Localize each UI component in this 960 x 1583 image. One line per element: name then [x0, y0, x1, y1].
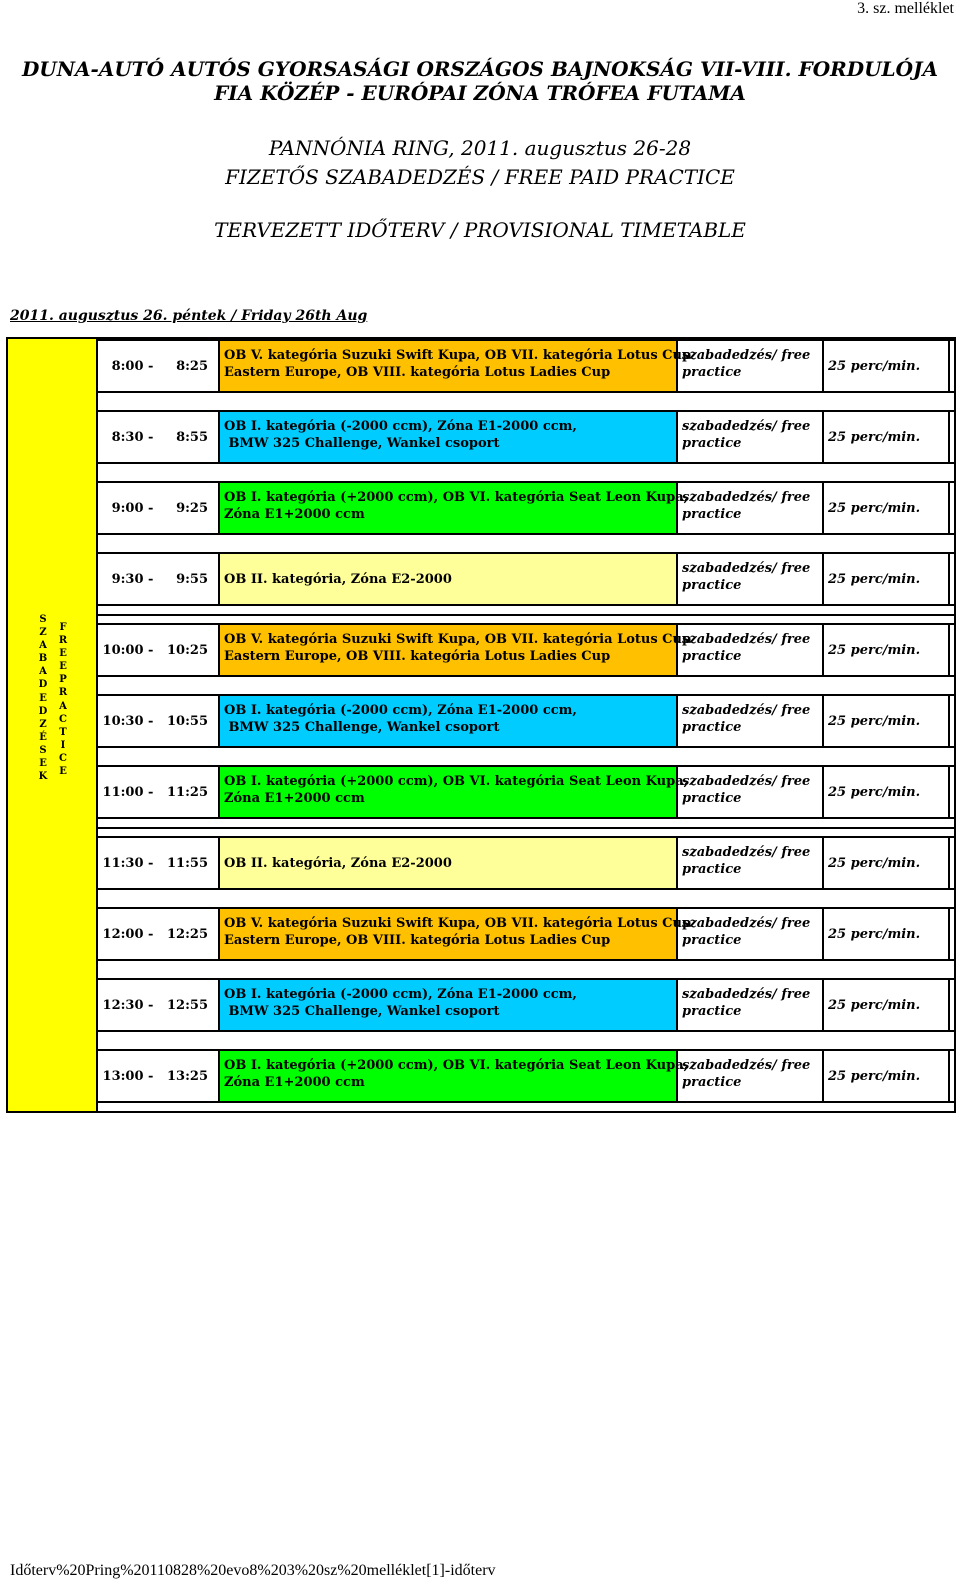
session-type-line-1: szabadedzés/ free [682, 490, 811, 505]
schedule-row [98, 481, 954, 535]
row-separator [98, 827, 954, 829]
category-line-2: Zóna E1+2000 ccm [224, 1075, 365, 1090]
session-type [678, 980, 824, 1030]
session-type [678, 909, 824, 959]
schedule-row [98, 694, 954, 748]
category-line-1: OB I. kategória (+2000 ccm), OB VI. kategória Seat Leon Kupa, [224, 774, 689, 789]
category-line-2: Eastern Europe, OB VIII. kategória Lotus Ladies Cup [224, 933, 611, 948]
title-line-practice: FIZETŐS SZABADEDZÉS / FREE PAID PRACTICE [225, 165, 735, 189]
session-type [678, 412, 824, 462]
session-duration: 25 perc/min. [824, 625, 950, 675]
category-line-1: OB II. kategória, Zóna E2-2000 [224, 571, 452, 587]
category-line-2: BMW 325 Challenge, Wankel csoport [224, 1004, 500, 1019]
session-type-line-2: practice [682, 436, 742, 451]
session-duration: 25 perc/min. [824, 554, 950, 604]
title-line-venue: PANNÓNIA RING, 2011. augusztus 26-28 [268, 136, 692, 160]
session-type-line-2: practice [682, 791, 742, 806]
session-duration: 25 perc/min. [824, 1051, 950, 1101]
session-duration: 25 perc/min. [824, 483, 950, 533]
row-separator [98, 614, 954, 616]
session-time: 13:00 - 13:25 [102, 1068, 208, 1084]
category-line-1: OB V. kategória Suzuki Swift Kupa, OB VII. kategória Lotus Cup [224, 632, 692, 647]
session-type-line-1: szabadedzés/ free [682, 774, 811, 789]
session-time: 9:30 - 9:55 [111, 571, 208, 587]
footer-filename: Időterv%20Pring%20110828%20evo8%203%20sz%20melléklet[1]-időterv [10, 1562, 496, 1579]
session-type-line-2: practice [682, 507, 742, 522]
session-type [678, 767, 824, 817]
annex-label: 3. sz. melléklet [857, 0, 954, 17]
title-line-trophy: FIA KÖZÉP - EURÓPAI ZÓNA TRÓFEA FUTAMA [214, 81, 746, 105]
category-line-1: OB I. kategória (-2000 ccm), Zóna E1-2000 ccm, [224, 987, 577, 1002]
session-time: 12:00 - 12:25 [102, 926, 208, 942]
session-type-line-2: practice [682, 933, 742, 948]
session-time: 10:30 - 10:55 [102, 713, 208, 729]
category-line-2: Zóna E1+2000 ccm [224, 791, 365, 806]
session-duration: 25 perc/min. [824, 412, 950, 462]
category-line-1: OB V. kategória Suzuki Swift Kupa, OB VII. kategória Lotus Cup [224, 916, 692, 931]
category-line-2: Eastern Europe, OB VIII. kategória Lotus Ladies Cup [224, 649, 611, 664]
session-time: 8:00 - 8:25 [111, 358, 208, 374]
schedule-row [98, 1049, 954, 1103]
category-cell [218, 696, 678, 746]
session-time: 8:30 - 8:55 [111, 429, 208, 445]
session-duration: 25 perc/min. [824, 980, 950, 1030]
session-time: 10:00 - 10:25 [102, 642, 208, 658]
session-type-line-2: practice [682, 1004, 742, 1019]
schedule-table [6, 337, 956, 1113]
session-type-line-1: szabadedzés/ free [682, 1058, 811, 1073]
session-type [678, 838, 824, 888]
side-label-szabadedzesek: SZABADEDZÉSEK [38, 614, 48, 783]
session-time: 12:30 - 12:55 [102, 997, 208, 1013]
category-line-1: OB I. kategória (+2000 ccm), OB VI. kategória Seat Leon Kupa, [224, 490, 689, 505]
session-type [678, 554, 824, 604]
session-type-line-2: practice [682, 1075, 742, 1090]
schedule-row [98, 552, 954, 606]
session-duration: 25 perc/min. [824, 341, 950, 391]
title-line-timetable: TERVEZETT IDŐTERV / PROVISIONAL TIMETABLE [214, 218, 746, 242]
session-type-line-1: szabadedzés/ free [682, 632, 811, 647]
session-type-line-1: szabadedzés/ free [682, 987, 811, 1002]
category-cell [218, 838, 678, 888]
schedule-row [98, 907, 954, 961]
category-cell [218, 909, 692, 959]
schedule-row [98, 836, 954, 890]
schedule-row [98, 410, 954, 464]
category-line-1: OB II. kategória, Zóna E2-2000 [224, 855, 452, 871]
category-line-1: OB V. kategória Suzuki Swift Kupa, OB VII. kategória Lotus Cup [224, 348, 692, 363]
session-type [678, 625, 824, 675]
category-line-2: BMW 325 Challenge, Wankel csoport [224, 720, 500, 735]
category-cell [218, 554, 678, 604]
session-type-line-1: szabadedzés/ free [682, 348, 811, 363]
category-cell [218, 412, 678, 462]
session-time: 11:30 - 11:55 [102, 855, 208, 871]
category-line-2: Zóna E1+2000 ccm [224, 507, 365, 522]
title-line-championship: DUNA-AUTÓ AUTÓS GYORSASÁGI ORSZÁGOS BAJNOKSÁG VII-VIII. FORDULÓJA [21, 57, 939, 81]
session-duration: 25 perc/min. [824, 696, 950, 746]
category-cell [218, 1051, 689, 1101]
session-type-line-2: practice [682, 720, 742, 735]
session-duration: 25 perc/min. [824, 909, 950, 959]
category-cell [218, 625, 692, 675]
category-line-2: BMW 325 Challenge, Wankel csoport [224, 436, 500, 451]
session-type-line-2: practice [682, 862, 742, 877]
session-duration: 25 perc/min. [824, 838, 950, 888]
session-type [678, 341, 824, 391]
session-type-line-1: szabadedzés/ free [682, 916, 811, 931]
session-type-line-1: szabadedzés/ free [682, 703, 811, 718]
session-time: 11:00 - 11:25 [102, 784, 208, 800]
session-type-line-2: practice [682, 365, 742, 380]
side-label-column [8, 339, 98, 1111]
schedule-row [98, 978, 954, 1032]
session-type [678, 696, 824, 746]
session-type-line-1: szabadedzés/ free [682, 419, 811, 434]
session-type-line-2: practice [682, 649, 742, 664]
category-line-2: Eastern Europe, OB VIII. kategória Lotus Ladies Cup [224, 365, 611, 380]
category-line-1: OB I. kategória (+2000 ccm), OB VI. kategória Seat Leon Kupa, [224, 1058, 689, 1073]
session-type-line-1: szabadedzés/ free [682, 561, 811, 576]
category-cell [218, 767, 689, 817]
schedule-row [98, 339, 954, 393]
session-type [678, 1051, 824, 1101]
session-type-line-1: szabadedzés/ free [682, 845, 811, 860]
side-label-free-practice: FREEPRACTICE [58, 622, 68, 778]
document-title [0, 57, 960, 242]
category-cell [218, 980, 678, 1030]
category-cell [218, 483, 689, 533]
day-heading: 2011. augusztus 26. péntek / Friday 26th Aug [10, 308, 368, 324]
session-type [678, 483, 824, 533]
category-line-1: OB I. kategória (-2000 ccm), Zóna E1-2000 ccm, [224, 419, 577, 434]
schedule-row [98, 765, 954, 819]
category-line-1: OB I. kategória (-2000 ccm), Zóna E1-2000 ccm, [224, 703, 577, 718]
session-duration: 25 perc/min. [824, 767, 950, 817]
category-cell [218, 341, 692, 391]
session-time: 9:00 - 9:25 [111, 500, 208, 516]
schedule-row [98, 623, 954, 677]
session-type-line-2: practice [682, 578, 742, 593]
